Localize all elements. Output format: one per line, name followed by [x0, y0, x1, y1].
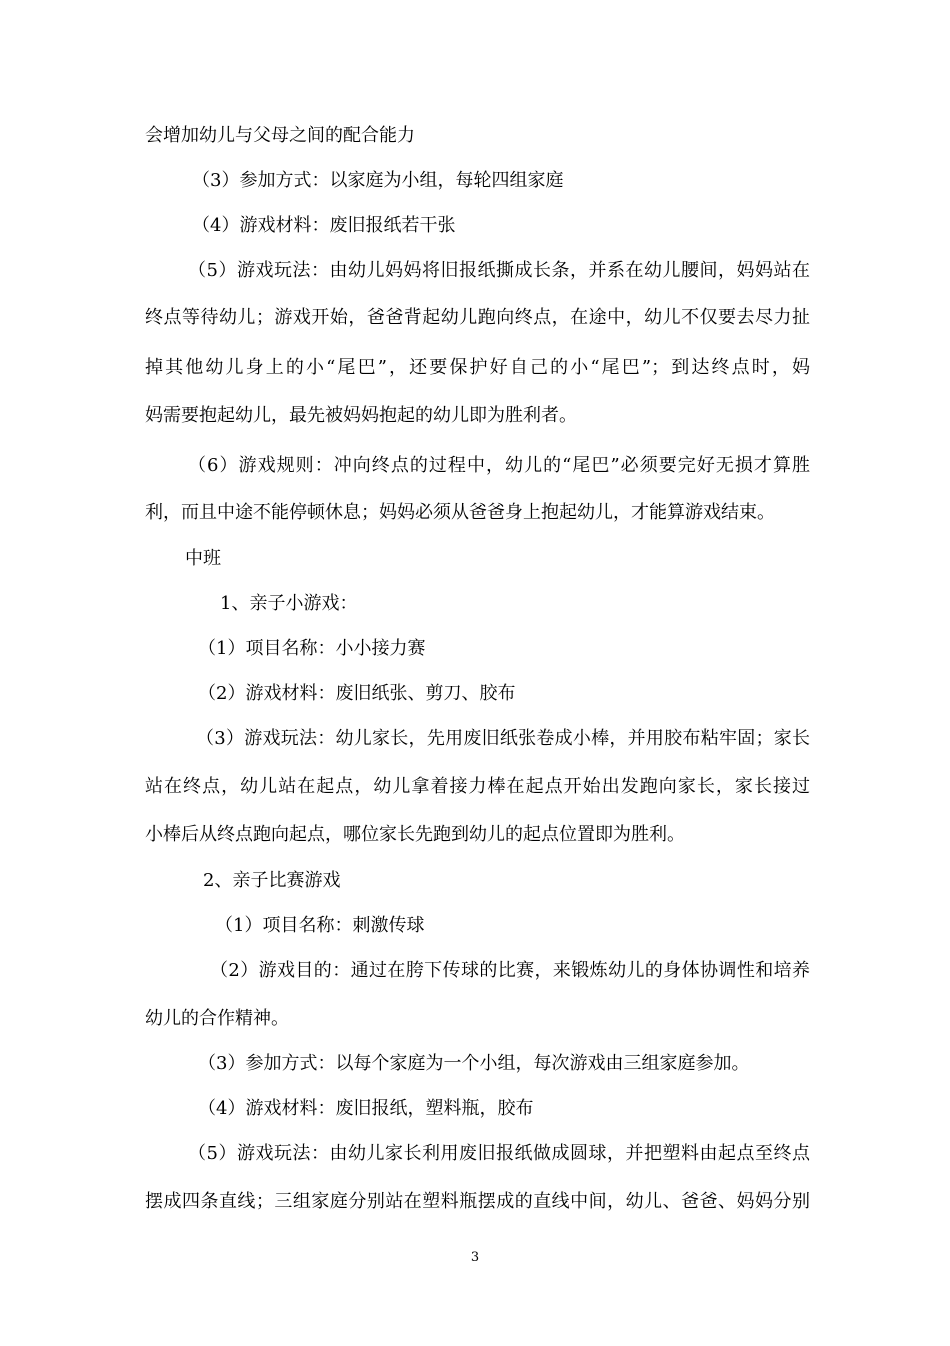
text-line: （5）游戏玩法：由幼儿家长利用废旧报纸做成圆球，并把塑料由起点至终点 — [188, 1143, 810, 1164]
text-line: （2）游戏目的：通过在胯下传球的比赛，来锻炼幼儿的身体协调性和培养 — [210, 960, 810, 981]
text-line: （1）项目名称：刺激传球 — [215, 915, 425, 936]
text-line: （4）游戏材料：废旧报纸，塑料瓶，胶布 — [198, 1098, 534, 1119]
text-line: 小棒后从终点跑向起点，哪位家长先跑到幼儿的起点位置即为胜利。 — [145, 824, 685, 845]
text-line: （1）项目名称：小小接力赛 — [198, 638, 426, 659]
text-line: 掉其他幼儿身上的小“尾巴”，还要保护好自己的小“尾巴”；到达终点时，妈 — [145, 357, 810, 378]
text-line: 会增加幼儿与父母之间的配合能力 — [145, 125, 415, 146]
text-line: 终点等待幼儿；游戏开始，爸爸背起幼儿跑向终点，在途中，幼儿不仅要去尽力扯 — [145, 307, 810, 328]
text-line: （3）参加方式：以家庭为小组，每轮四组家庭 — [192, 170, 564, 191]
subsection-heading: 2、亲子比赛游戏 — [203, 870, 341, 891]
page-number: 3 — [470, 1250, 480, 1265]
subsection-heading: 1、亲子小游戏： — [220, 593, 358, 614]
text-line: （2）游戏材料：废旧纸张、剪刀、胶布 — [198, 683, 516, 704]
section-heading: 中班 — [185, 548, 221, 569]
text-line: 站在终点，幼儿站在起点，幼儿拿着接力棒在起点开始出发跑向家长，家长接过 — [145, 776, 810, 797]
text-line: 幼儿的合作精神。 — [145, 1008, 289, 1029]
text-line: （6）游戏规则：冲向终点的过程中，幼儿的“尾巴”必须要完好无损才算胜 — [188, 455, 810, 476]
text-line: （4）游戏材料：废旧报纸若干张 — [192, 215, 456, 236]
text-line: （5）游戏玩法：由幼儿妈妈将旧报纸撕成长条，并系在幼儿腰间，妈妈站在 — [188, 260, 810, 281]
text-line: （3）参加方式：以每个家庭为一个小组，每次游戏由三组家庭参加。 — [198, 1053, 750, 1074]
text-line: 利，而且中途不能停顿休息；妈妈必须从爸爸身上抱起幼儿，才能算游戏结束。 — [145, 502, 775, 523]
text-line: 妈需要抱起幼儿，最先被妈妈抱起的幼儿即为胜利者。 — [145, 405, 577, 426]
text-line: 摆成四条直线；三组家庭分别站在塑料瓶摆成的直线中间，幼儿、爸爸、妈妈分别 — [145, 1191, 810, 1212]
text-line: （3）游戏玩法：幼儿家长，先用废旧纸张卷成小棒，并用胶布粘牢固；家长 — [196, 728, 810, 749]
